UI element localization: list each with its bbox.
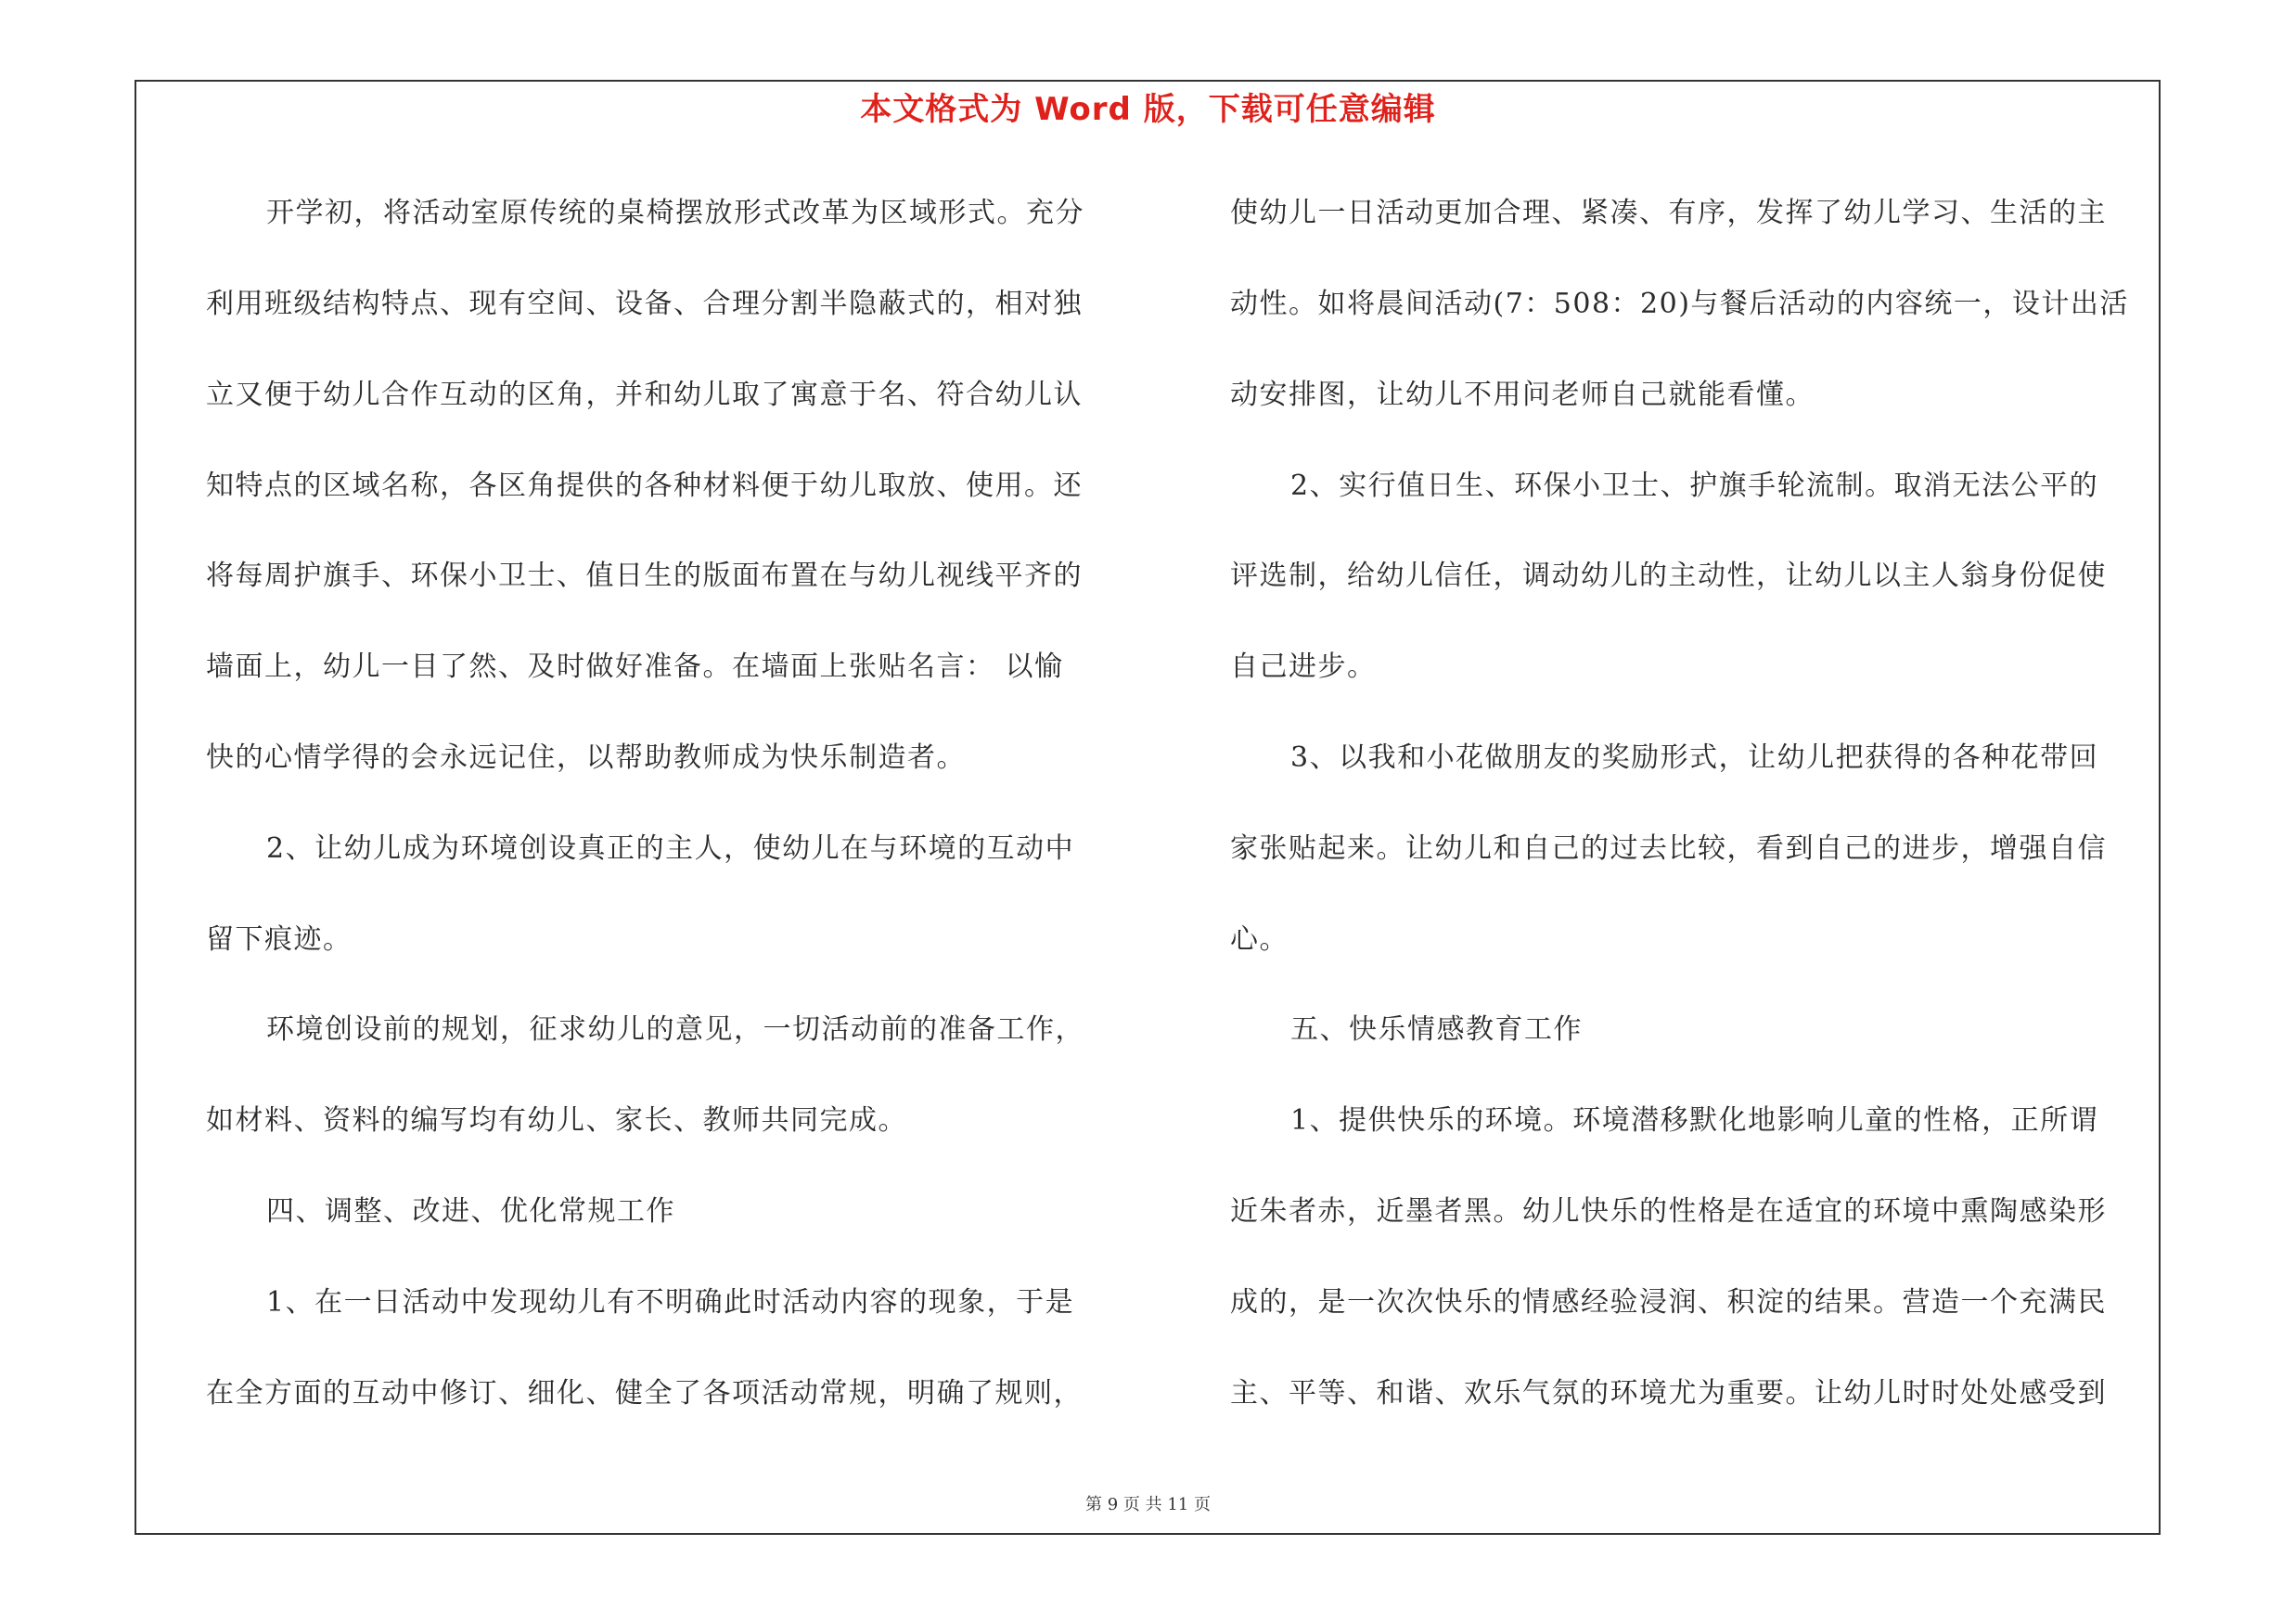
- text-line: 评选制，给幼儿信任，调动幼儿的主动性，让幼儿以主人翁身份促使: [1230, 560, 2107, 592]
- page-number-footer: 第 9 页 共 11 页: [1085, 1495, 1211, 1514]
- section-heading: 五、快乐情感教育工作: [1290, 1013, 1583, 1046]
- text-line: 1、提供快乐的环境。环境潜移默化地影响儿童的性格，正所谓: [1290, 1104, 2099, 1137]
- text-line: 1、在一日活动中发现幼儿有不明确此时活动内容的现象，于是: [266, 1286, 1075, 1319]
- text-line: 2、让幼儿成为环境创设真正的主人，使幼儿在与环境的互动中: [266, 832, 1075, 865]
- text-line: 立又便于幼儿合作互动的区角，并和幼儿取了寓意于名、符合幼儿认: [206, 379, 1083, 411]
- text-line: 自己进步。: [1230, 650, 1377, 683]
- text-line: 动安排图，让幼儿不用问老师自己就能看懂。: [1230, 379, 1815, 411]
- text-line: 如材料、资料的编写均有幼儿、家长、教师共同完成。: [206, 1104, 907, 1137]
- text-line: 将每周护旗手、环保小卫士、值日生的版面布置在与幼儿视线平齐的: [206, 560, 1083, 592]
- text-line: 快的心情学得的会永远记住，以帮助教师成为快乐制造者。: [206, 741, 966, 774]
- text-line: 成的，是一次次快乐的情感经验浸润、积淀的结果。营造一个充满民: [1230, 1286, 2107, 1319]
- text-line: 动性。如将晨间活动(7：508：20)与餐后活动的内容统一，设计出活: [1230, 288, 2129, 320]
- text-line: 主、平等、和谐、欢乐气氛的环境尤为重要。让幼儿时时处处感受到: [1230, 1377, 2107, 1410]
- text-line: 近朱者赤，近墨者黑。幼儿快乐的性格是在适宜的环境中熏陶感染形: [1230, 1195, 2107, 1228]
- text-line: 使幼儿一日活动更加合理、紧凑、有序，发挥了幼儿学习、生活的主: [1230, 197, 2107, 229]
- text-line: 墙面上，幼儿一目了然、及时做好准备。在墙面上张贴名言： 以愉: [206, 650, 1064, 683]
- text-line: 知特点的区域名称，各区角提供的各种材料便于幼儿取放、使用。还: [206, 470, 1083, 502]
- text-line: 在全方面的互动中修订、细化、健全了各项活动常规，明确了规则，: [206, 1377, 1083, 1410]
- text-line: 留下痕迹。: [206, 923, 353, 956]
- document-header-title: 本文格式为 Word 版，下载可任意编辑: [860, 91, 1436, 128]
- text-line: 开学初，将活动室原传统的桌椅摆放形式改革为区域形式。充分: [266, 197, 1084, 229]
- text-line: 利用班级结构特点、现有空间、设备、合理分割半隐蔽式的，相对独: [206, 288, 1083, 320]
- text-line: 3、以我和小花做朋友的奖励形式，让幼儿把获得的各种花带回: [1290, 741, 2099, 774]
- text-line: 环境创设前的规划，征求幼儿的意见，一切活动前的准备工作，: [266, 1013, 1084, 1046]
- text-line: 家张贴起来。让幼儿和自己的过去比较，看到自己的进步，增强自信: [1230, 832, 2107, 865]
- text-line: 2、实行值日生、环保小卫士、护旗手轮流制。取消无法公平的: [1290, 470, 2099, 502]
- section-heading: 四、调整、改进、优化常规工作: [266, 1195, 675, 1228]
- text-line: 心。: [1230, 923, 1289, 956]
